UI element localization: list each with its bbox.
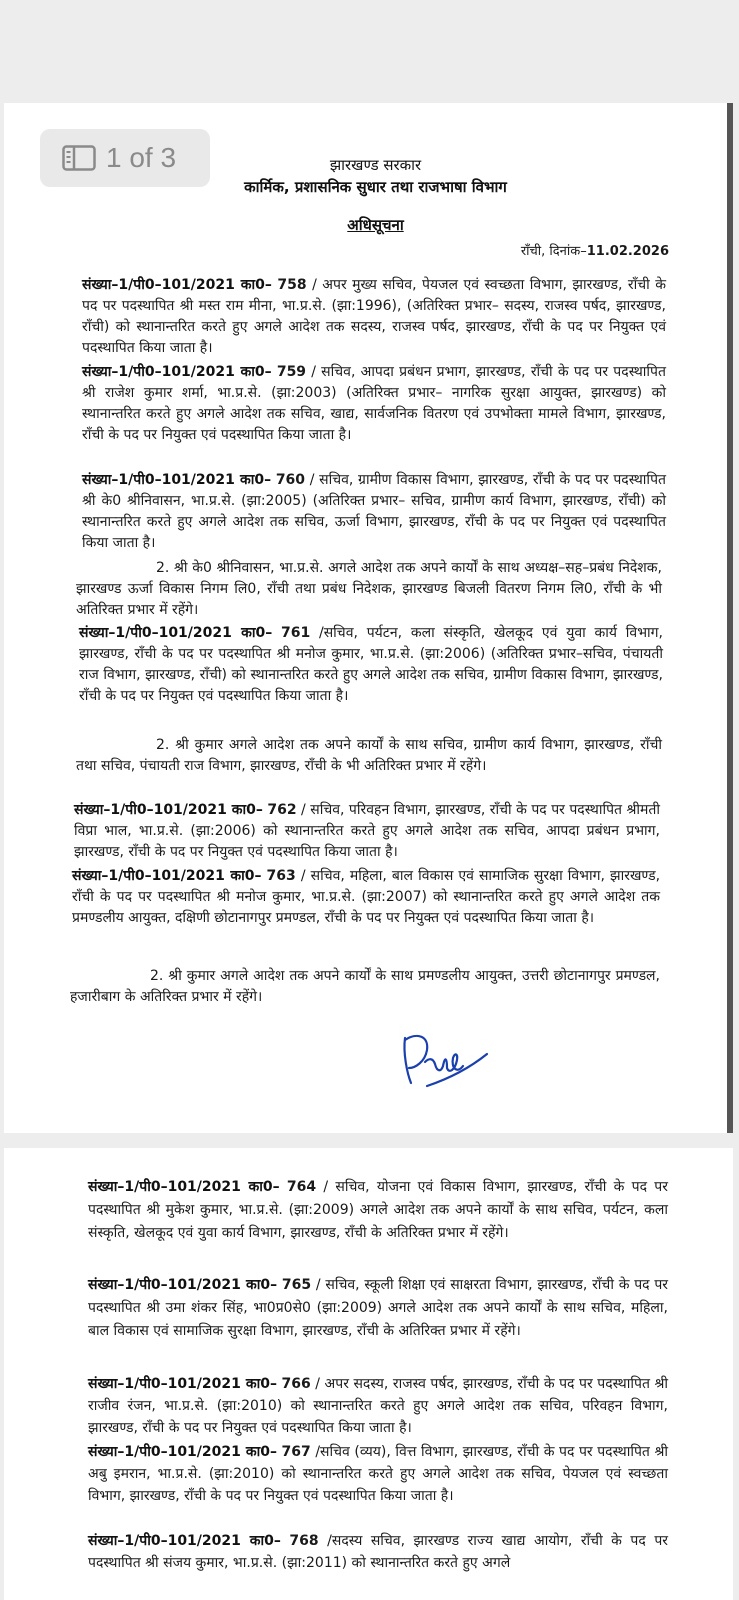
order-759 [82, 362, 666, 446]
order-762 [74, 800, 660, 863]
order-number: 765 [281, 1277, 312, 1293]
order-text: / अपर सदस्य, राजस्व पर्षद, झारखण्ड, राँची के पद पर पदस्थापित श्री राजीव रंजन, भा.प्र.से. (झा:2010) को स्थानान्तरित करते हुए अगले आदेश तक सचिव, परिवहन विभाग, झारखण्ड, राँची के पद पर नियुक्त एवं पदस्थापित किया जाता है। [88, 1376, 669, 1436]
order-760-sub: 2. श्री के0 श्रीनिवासन, भा.प्र.से. अगले आदेश तक अपने कार्यों के साथ अध्यक्ष–सह–प्रबंध निदेशक, झारखण्ड ऊर्जा विकास निगम लि0, राँची तथा प्रबंध निदेशक, झारखण्ड बिजली वितरण निगम लि0, राँची के भी अतिरिक्त प्रभार में रहेंगे। [76, 560, 662, 618]
order-number: 767 [281, 1444, 311, 1460]
order-text: /सचिव (व्यय), वित्त विभाग, झारखण्ड, राँची के पद पर पदस्थापित श्री अबु इमरान, भा.प्र.से. (झा:2010) को स्थानान्तरित करते हुए अगले आदेश तक सचिव, पेयजल एवं स्वच्छता विभाग, झारखण्ड, राँची के पद पर नियुक्त एवं पदस्थापित किया जाता है। [88, 1444, 668, 1504]
order-ref: संख्या–1/पी0–101/2021 का0– [82, 472, 272, 488]
order-758 [82, 275, 666, 359]
order-ref: संख्या–1/पी0–101/2021 का0– [88, 1376, 277, 1392]
order-number: 760 [275, 472, 306, 488]
order-text: / सचिव, योजना एवं विकास विभाग, झारखण्ड, राँची के पद पर पदस्थापित श्री मुकेश कुमार, भा.प्र.से. (झा:2009) अगले आदेश तक अपने कार्यों के साथ सचिव, पर्यटन, कला संस्कृति, खेलकूद एवं युवा कार्य विभाग, झारखण्ड, राँची के अतिरिक्त प्रभार में रहेंगे। [88, 1179, 668, 1241]
order-ref: संख्या–1/पी0–101/2021 का0– [88, 1277, 278, 1293]
order-767 [88, 1441, 668, 1507]
page-indicator-text: 1 of 3 [106, 142, 177, 173]
order-761 [79, 623, 663, 707]
order-763 [72, 866, 660, 929]
order-ref: संख्या–1/पी0–101/2021 का0– [79, 625, 273, 641]
order-766 [88, 1373, 668, 1439]
order-text: / सचिव, ग्रामीण विकास विभाग, झारखण्ड, राँची के पद पर पदस्थापित श्री के0 श्रीनिवासन, भा.प्र.से. (झा:2005) (अतिरिक्त प्रभार– सचिव, ग्रामीण कार्य विभाग, झारखण्ड, राँची) को स्थानान्तरित करते हुए अगले आदेश तक सचिव, ऊर्जा विभाग, झारखण्ड, राँची के पद पर नियुक्त एवं पदस्थापित किया जाता है। [82, 472, 666, 551]
order-764 [88, 1176, 668, 1245]
order-ref: संख्या–1/पी0–101/2021 का0– [82, 364, 272, 380]
order-ref: संख्या–1/पी0–101/2021 का0– [88, 1179, 280, 1195]
order-number: 762 [267, 802, 297, 818]
order-768 [88, 1530, 668, 1574]
order-ref: संख्या–1/पी0–101/2021 का0– [72, 868, 262, 884]
order-760 [82, 470, 666, 554]
order-number: 759 [276, 364, 307, 380]
order-763-sub: 2. श्री कुमार अगले आदेश तक अपने कार्यों के साथ प्रमण्डलीय आयुक्त, उत्तरी छोटानागपुर प्रमण्डल, हजारीबाग के अतिरिक्त प्रभार में रहेंगे। [70, 968, 660, 1005]
order-number: 768 [289, 1533, 319, 1549]
order-761-sub: 2. श्री कुमार अगले आदेश तक अपने कार्यों के साथ सचिव, ग्रामीण कार्य विभाग, झारखण्ड, राँची तथा सचिव, पंचायती राज विभाग, झारखण्ड, राँची के भी अतिरिक्त प्रभार में रहेंगे। [76, 737, 662, 774]
order-text: / अपर मुख्य सचिव, पेयजल एवं स्वच्छता विभाग, झारखण्ड, राँची के पद पर पदस्थापित श्री मस्त राम मीना, भा.प्र.से. (झा:1996), (अतिरिक्त प्रभार– सदस्य, राजस्व पर्षद, झारखण्ड, राँची) को स्थानान्तरित करते हुए अगले आदेश तक सदस्य, राजस्व पर्षद, झारखण्ड, राँची के पद पर नियुक्त एवं पदस्थापित किया जाता है। [82, 277, 666, 356]
order-number: 764 [286, 1179, 317, 1195]
order-number: 766 [281, 1376, 311, 1392]
order-text: / सचिव, आपदा प्रबंधन प्रभाग, झारखण्ड, राँची के पद पर पदस्थापित श्री राजेश कुमार शर्मा, भा.प्र.से. (झा:2003) (अतिरिक्त प्रभार– नागरिक सुरक्षा आयुक्त, झारखण्ड) को स्थानान्तरित करते हुए अगले आदेश तक सचिव, खाद्य, सार्वजनिक वितरण एवं उपभोक्ता मामले विभाग, झारखण्ड, राँची के पद पर नियुक्त एवं पदस्थापित किया जाता है। [82, 364, 666, 443]
order-number: 761 [280, 625, 311, 641]
signature [397, 1028, 489, 1090]
order-ref: संख्या–1/पी0–101/2021 का0– [82, 277, 272, 293]
order-ref: संख्या–1/पी0–101/2021 का0– [88, 1533, 281, 1549]
order-text: /सदस्य सचिव, झारखण्ड राज्य खाद्य आयोग, राँची के पद पर पदस्थापित श्री संजय कुमार, भा.प्र.से. (झा:2011) को स्थानान्तरित करते हुए अगले [88, 1533, 668, 1571]
order-ref: संख्या–1/पी0–101/2021 का0– [74, 802, 263, 818]
government-name: झारखण्ड सरकार [329, 156, 422, 174]
document-page-1 [4, 103, 733, 1133]
document-page-2 [4, 1148, 733, 1600]
order-text: / सचिव, परिवहन विभाग, झारखण्ड, राँची के पद पर पदस्थापित श्रीमती विप्रा भाल, भा.प्र.से. (झा:2006) को स्थानान्तरित करते हुए अगले आदेश तक सचिव, आपदा प्रबंधन प्रभाग, झारखण्ड, राँची के पद पर नियुक्त एवं पदस्थापित किया जाता है। [74, 802, 660, 860]
place-date [521, 241, 669, 259]
order-text: / सचिव, स्कूली शिक्षा एवं साक्षरता विभाग, झारखण्ड, राँची के पद पर पदस्थापित श्री उमा शंकर सिंह, भा0प्र0से0 (झा:2009) अगले आदेश तक अपने कार्यों के साथ सचिव, महिला, बाल विकास एवं सामाजिक सुरक्षा विभाग, झारखण्ड, राँची के अतिरिक्त प्रभार में रहेंगे। [88, 1277, 668, 1339]
department-name: कार्मिक, प्रशासनिक सुधार तथा राजभाषा विभाग [244, 178, 507, 196]
order-number: 758 [277, 277, 307, 293]
order-text: / सचिव, महिला, बाल विकास एवं सामाजिक सुरक्षा विभाग, झारखण्ड, राँची के पद पर पदस्थापित श्री मनोज कुमार, भा.प्र.से. (झा:2007) को स्थानान्तरित करते हुए अगले आदेश तक प्रमण्डलीय आयुक्त, दक्षिणी छोटानागपुर प्रमण्डल, राँची के पद पर नियुक्त एवं पदस्थापित किया जाता है। [72, 868, 661, 926]
place-date-prefix: राँची, दिनांक– [520, 244, 587, 259]
order-number: 763 [266, 868, 296, 884]
order-765 [88, 1274, 668, 1343]
order-text: /सचिव, पर्यटन, कला संस्कृति, खेलकूद एवं युवा कार्य विभाग, झारखण्ड, राँची के पद पर पदस्थापित श्री मनोज कुमार, भा.प्र.से. (झा:2006) (अतिरिक्त प्रभार–सचिव, पंचायती राज विभाग, झारखण्ड, राँची) को स्थानान्तरित करते हुए अगले आदेश तक सचिव, ग्रामीण विकास विभाग, झारखण्ड, राँची के पद पर नियुक्त एवं पदस्थापित किया जाता है। [79, 625, 663, 704]
date-value: 11.02.2026 [586, 244, 669, 259]
order-ref: संख्या–1/पी0–101/2021 का0– [88, 1444, 277, 1460]
notification-title: अधिसूचना [347, 216, 404, 234]
